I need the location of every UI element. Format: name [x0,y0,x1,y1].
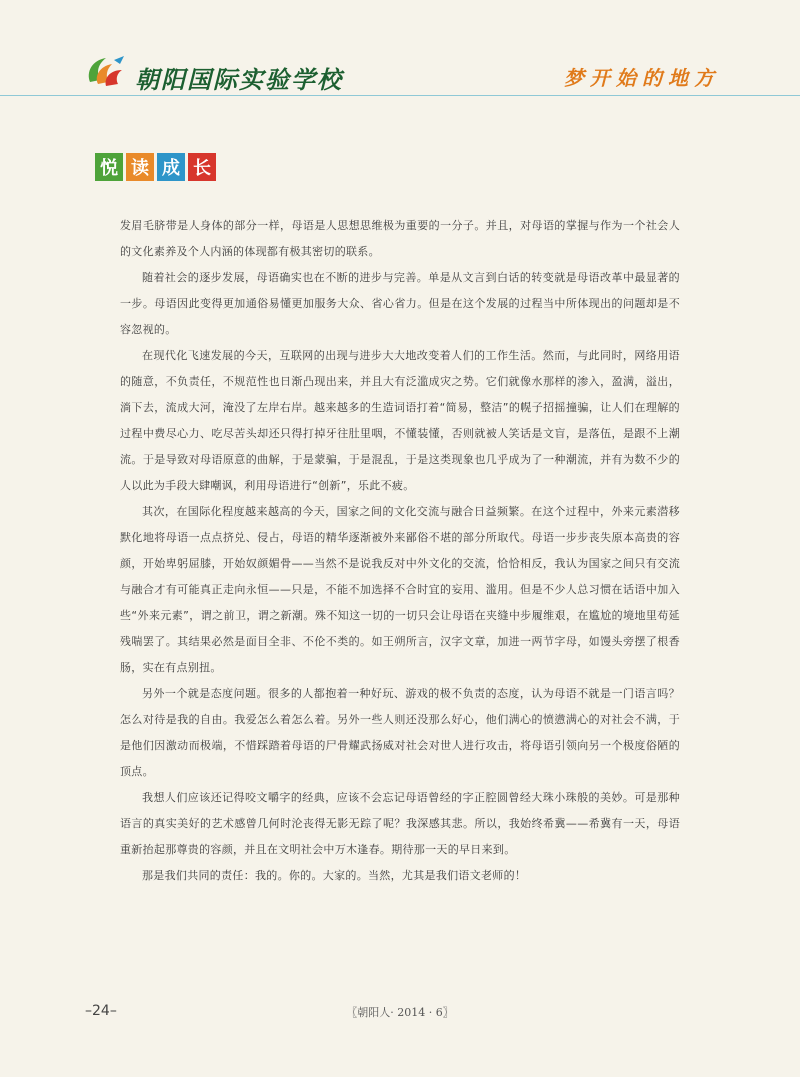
issue-label: 〖朝阳人· 2014 · 6〗 [346,1006,454,1019]
article-paragraph: 其次，在国际化程度越来越高的今天，国家之间的文化交流与融合日益频繁。在这个过程中，外来元素潜移默化地将母语一点点挤兑、侵占，母语的精华逐渐被外来鄙俗不堪的部分所取代。母语一步步丧失原本高贵的容颜，开始卑躬屈膝，开始奴颜媚骨——当然不是说我反对中外文化的交流，恰恰相反，我认为国家之间只有交流与融合才有可能真正走向永恒——只是，不能不加选择不合时宜的妄用、滥用。但是不少人总习惯在话语中加入些“外来元素”，谓之前卫，谓之新潮。殊不知这一切的一切只会让母语在夹缝中步履维艰，在尴尬的境地里苟延残喘罢了。其结果必然是面目全非、不伦不类的。如王朔所言，汉字文章，加进一两节字母，如馒头旁摆了根香肠，实在有点别扭。 [120,505,680,674]
section-title-tile: 悦 [95,153,123,181]
section-title-tile: 读 [126,153,154,181]
header-slogan: 梦开始的地方 [564,66,720,90]
page-number: –24– [85,1003,117,1019]
article-paragraph: 我想人们应该还记得咬文嚼字的经典，应该不会忘记母语曾经的字正腔圆曾经大珠小珠般的美妙。可是那种语言的真实美好的艺术感曾几何时沦丧得无影无踪了呢？我深感其悲。所以，我始终希冀——希冀有一天，母语重新抬起那尊贵的容颜，并且在文明社会中万木逢春。期待那一天的早日来到。 [120,791,680,856]
article-paragraph: 随着社会的逐步发展，母语确实也在不断的进步与完善。单是从文言到白话的转变就是母语改革中最显著的一步。母语因此变得更加通俗易懂更加服务大众、省心省力。但是在这个发展的过程当中所体现出的问题却是不容忽视的。 [120,271,680,336]
page-header [0,0,800,96]
section-title-tile: 长 [188,153,216,181]
school-logo-icon [84,52,134,92]
article-body [120,213,680,889]
article-paragraph: 另外一个就是态度问题。很多的人都抱着一种好玩、游戏的极不负责的态度，认为母语不就是一门语言吗？怎么对待是我的自由。我爱怎么着怎么着。另外一些人则还没那么好心，他们满心的愤懑满心的对社会不满，于是他们因激动而极端，不惜踩踏着母语的尸骨耀武扬威对社会对世人进行攻击，将母语引领向另一个极度俗陋的顶点。 [120,687,680,778]
section-title [95,153,216,181]
article-paragraph: 发眉毛脐带是人身体的部分一样，母语是人思想思维极为重要的一分子。并且，对母语的掌握与作为一个社会人的文化素养及个人内涵的体现都有极其密切的联系。 [120,219,680,258]
article-paragraph: 在现代化飞速发展的今天，互联网的出现与进步大大地改变着人们的工作生活。然而，与此同时，网络用语的随意，不负责任，不规范性也日渐凸现出来，并且大有泛滥成灾之势。它们就像水那样的渗入，盈满，溢出，淌下去，流成大河，淹没了左岸右岸。越来越多的生造词语打着“简易，整洁”的幌子招摇撞骗，让人们在理解的过程中费尽心力、吃尽苦头却还只得打掉牙往肚里咽，不懂装懂，否则就被人笑话是文盲，是落伍，是跟不上潮流。于是导致对母语原意的曲解，于是蒙骗，于是混乱，于是这类现象也几乎成为了一种潮流，并有为数不少的人以此为手段大肆嘲讽，利用母语进行“创新”，乐此不疲。 [120,349,680,492]
section-title-tile: 成 [157,153,185,181]
school-name: 朝阳国际实验学校 [135,65,343,94]
article-paragraph: 那是我们共同的责任：我的。你的。大家的。当然，尤其是我们语文老师的！ [142,869,527,882]
